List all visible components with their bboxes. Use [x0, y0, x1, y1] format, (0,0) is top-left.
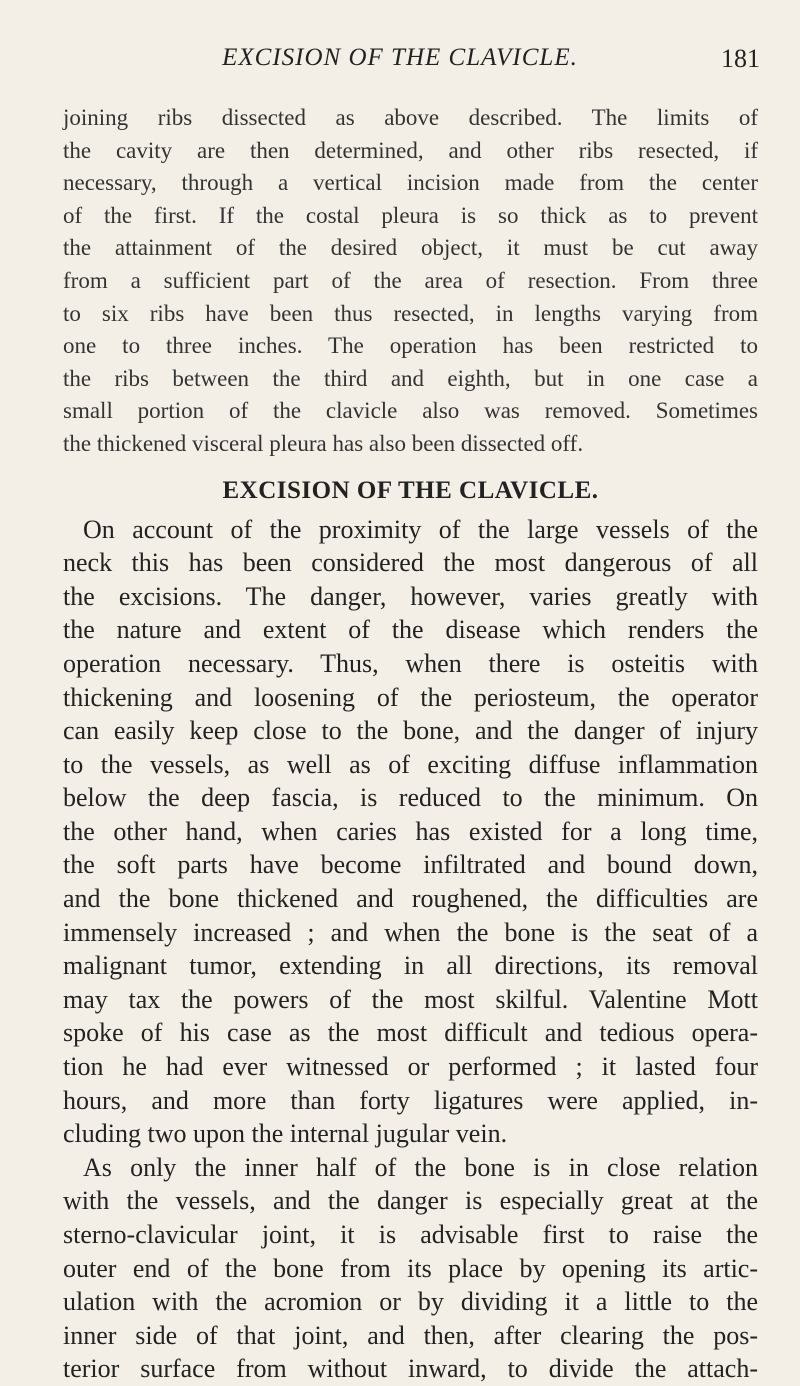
text-line: malignant tumor, extending in all directions, its removal: [63, 951, 758, 981]
text-line: from a sufficient part of the area of resection. From three: [63, 267, 758, 293]
running-head: EXCISION OF THE CLAVICLE.: [222, 44, 578, 71]
text-line: the thickened visceral pleura has also been dissected off.: [63, 430, 584, 456]
text-line: the other hand, when caries has existed for a long time,: [63, 816, 758, 846]
text-line: On account of the proximity of the large vessels of the: [83, 514, 758, 544]
section-heading: EXCISION OF THE CLAVICLE.: [222, 476, 599, 504]
text-line: the attainment of the desired object, it must be cut away: [63, 235, 758, 261]
text-line: may tax the powers of the most skilful. Valentine Mott: [63, 984, 758, 1014]
text-line: terior surface from without inward, to divide the attach-: [63, 1354, 758, 1384]
text-line: the nature and extent of the disease which renders the: [63, 615, 758, 645]
text-line: immensely increased ; and when the bone is the seat of a: [63, 917, 758, 947]
text-line: the cavity are then determined, and other ribs resected, if: [63, 137, 758, 163]
text-line: thickening and loosening of the periosteum, the operator: [63, 682, 758, 712]
text-line: below the deep fascia, is reduced to the minimum. On: [63, 783, 758, 813]
text-line: spoke of his case as the most difficult and tedious opera-: [63, 1018, 758, 1048]
text-line: to the vessels, as well as of exciting diffuse inflammation: [63, 749, 758, 779]
text-line: inner side of that joint, and then, after clearing the pos-: [63, 1320, 758, 1350]
text-line: necessary, through a vertical incision made from the center: [63, 170, 758, 196]
text-line: sterno-clavicular joint, it is advisable first to raise the: [63, 1220, 758, 1249]
text-line: ulation with the acromion or by dividing it a little to the: [63, 1287, 758, 1317]
text-line: the ribs between the third and eighth, but in one case a: [63, 365, 758, 391]
text-line: cluding two upon the internal jugular vein.: [63, 1119, 508, 1149]
text-line: outer end of the bone from its place by opening its artic-: [63, 1253, 758, 1283]
text-line: of the first. If the costal pleura is so thick as to prevent: [63, 202, 758, 228]
text-line: As only the inner half of the bone is in close relation: [83, 1152, 758, 1182]
paragraph-continued: [63, 102, 758, 461]
text-line: one to three inches. The operation has been restricted to: [63, 333, 758, 359]
text-line: hours, and more than forty ligatures were applied, in-: [63, 1085, 758, 1115]
text-line: operation necessary. Thus, when there is osteitis with: [63, 648, 758, 678]
paragraph: [63, 513, 758, 1151]
text-line: to six ribs have been thus resected, in lengths varying from: [63, 300, 758, 326]
text-line: and the bone thickened and roughened, the difficulties are: [63, 884, 758, 914]
text-line: with the vessels, and the danger is especially great at the: [63, 1186, 758, 1216]
text-line: the soft parts have become infiltrated and bound down,: [63, 850, 758, 880]
text-line: neck this has been considered the most dangerous of all: [63, 548, 758, 578]
paragraph: [63, 1151, 758, 1386]
text-line: tion he had ever witnessed or performed ; it lasted four: [63, 1052, 758, 1082]
page-header: [0, 44, 800, 84]
text-line: small portion of the clavicle also was removed. Sometimes: [63, 398, 758, 424]
text-line: joining ribs dissected as above described. The limits of: [63, 105, 758, 130]
page-number: 181: [721, 44, 760, 73]
text-line: the excisions. The danger, however, varies greatly with: [63, 581, 758, 611]
text-line: can easily keep close to the bone, and the danger of injury: [63, 716, 758, 746]
body-text: [63, 102, 758, 1386]
